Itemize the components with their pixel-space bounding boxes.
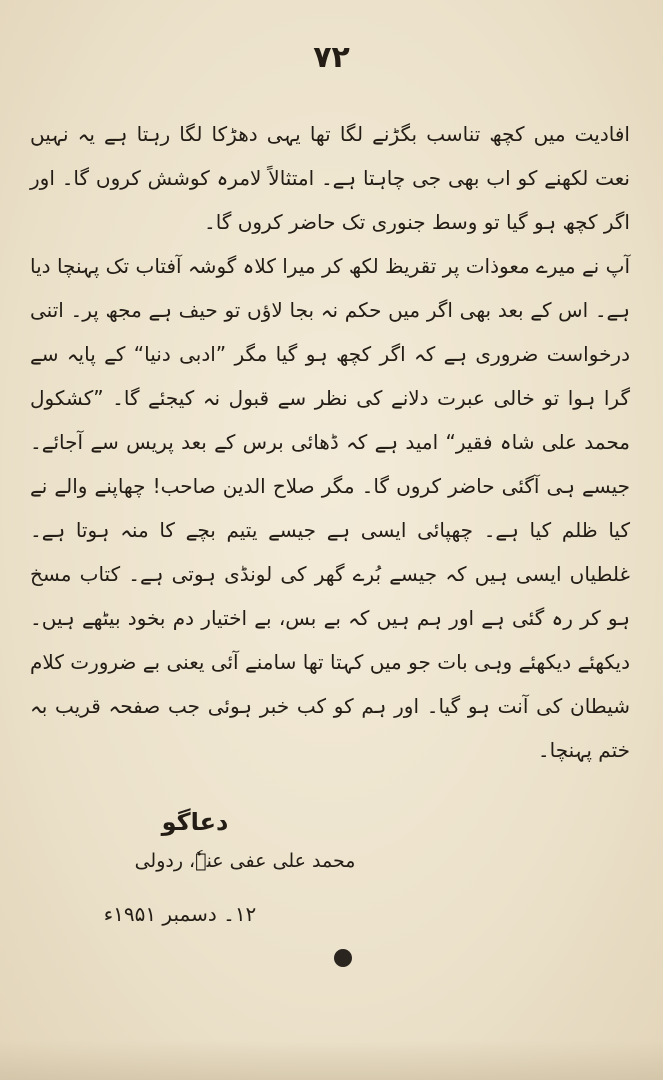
signoff: دعاگو <box>161 808 229 836</box>
paragraph-2: آپ نے میرے معوذات پر تقریظ لکھ کر میرا کلاہ گوشہ آفتاب تک پہنچا دیا ہے۔ اس کے بعد بھی اگر میں حکم نہ بجا لاؤں تو حیف ہے مجھ پر۔ اتنی درخواست ضروری ہے کہ اگر کچھ ہو گیا مگر ”ادبی دنیا“ کے پایہ سے گرا ہوا تو خالی عبرت دلانے کی نظر سے قبول نہ کیجئے گا۔ ”کشکول محمد علی شاہ فقیر“ امید ہے کہ ڈھائی برس کے بعد پریس سے آجائے۔ جیسے ہی آگئی حاضر کروں گا۔ مگر صلاح الدین صاحب! چھاپنے والے نے کیا ظلم کیا ہے۔ چھپائی ایسی ہے جیسے یتیم بچے کا منہ ہوتا ہے۔ غلطیاں ایسی ہیں کہ جیسے بُرے گھر کی لونڈی ہوتی ہے۔ کتاب مسخ ہو کر رہ گئی ہے اور ہم ہیں کہ بے بس، بے اختیار دم بخود بیٹھے ہیں۔ دیکھئے دیکھئے وہی بات جو میں کہتا تھا سامنے آئی یعنی بے ضرورت کلام شیطان کی آنت ہو گیا۔ اور ہم کو کب خبر ہوئی جب صفحہ قریب بہ ختم پہنچا۔ <box>30 254 630 762</box>
signature-name: محمد علی عفی عنہٗ، ردولی <box>134 850 356 872</box>
letter-body <box>30 112 630 772</box>
paragraph-1: افادیت میں کچھ تناسب بگڑنے لگا تھا یہی دھڑکا لگا رہتا ہے یہ نہیں نعت لکھنے کو اب بھی جی چاہتا ہے۔ امتثالاً لامرہ کوشش کروں گا۔ اور اگر کچھ ہو گیا تو وسط جنوری تک حاضر کروں گا۔ <box>30 122 630 234</box>
ink-dot-ornament <box>334 949 352 967</box>
page-number: ۷۲ <box>313 40 350 75</box>
signature-date: ۱۲۔ دسمبر ۱۹۵۱ء <box>103 902 257 926</box>
